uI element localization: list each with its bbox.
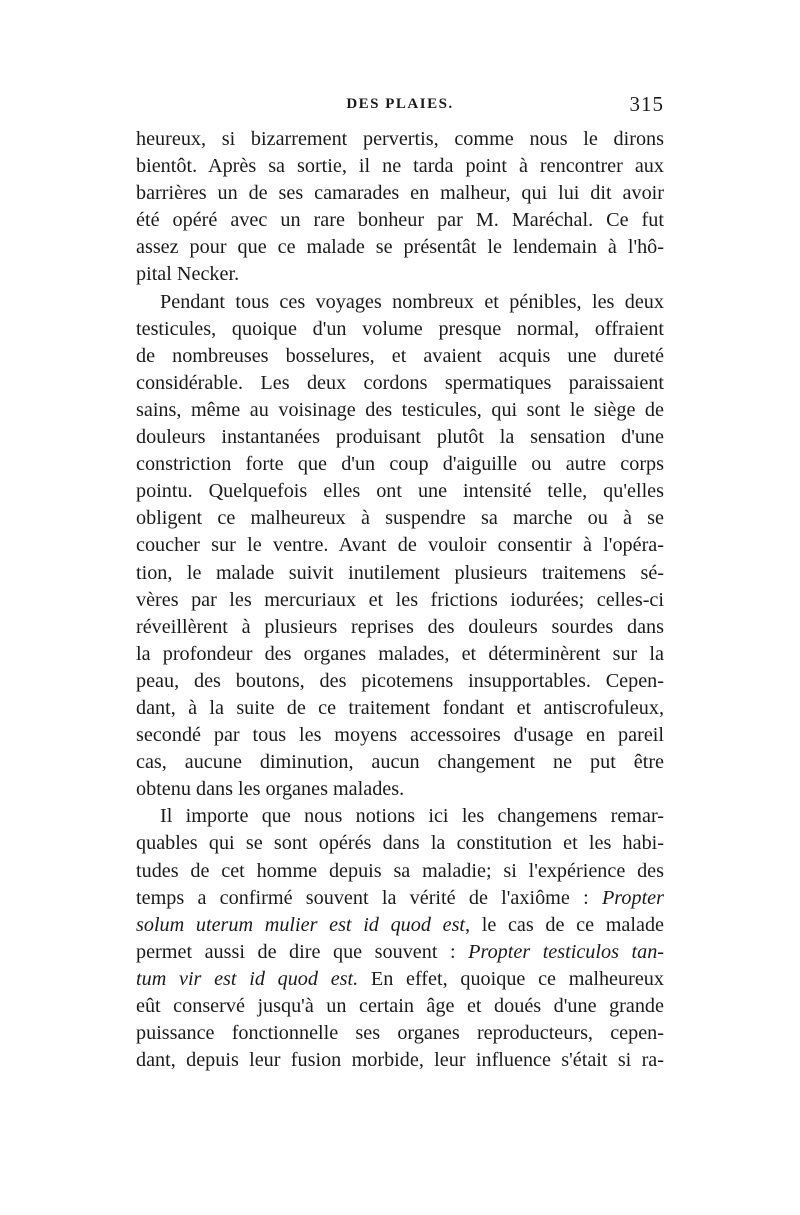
text-line [136, 885, 664, 912]
text-line: cas, aucune diminution, aucun changement ne put être [136, 751, 664, 774]
text-line: Pendant tous ces voyages nombreux et pénibles, les deux [160, 290, 664, 313]
latin-quote: Propter [601, 886, 664, 909]
text-line: obtenu dans les organes malades. [136, 778, 405, 801]
text-line: considérable. Les deux cordons spermatiques paraissaient [136, 371, 664, 394]
text-line: bientôt. Après sa sortie, il ne tarda point à rencontrer aux [136, 155, 664, 178]
text-line: de nombreuses bosselures, et avaient acquis une dureté [136, 344, 664, 367]
text-line: barrières un de ses camarades en malheur, qui lui dit avoir [136, 182, 664, 205]
text-line: constriction forte que d'un coup d'aiguille ou autre corps [136, 453, 664, 476]
text-line: tudes de cet homme depuis sa maladie; si l'expérience des [136, 859, 664, 882]
text-line: testicules, quoique d'un volume presque normal, offraient [136, 317, 664, 340]
text-line: eût conservé jusqu'à un certain âge et doués d'une grande [136, 995, 664, 1017]
latin-quote: Propter testiculos tan- [468, 940, 665, 963]
text-segment: En effet, quoique ce malheureux [358, 967, 664, 990]
text-line: été opéré avec un rare bonheur par M. Maréchal. Ce fut [136, 209, 664, 232]
text-line [136, 912, 664, 939]
text-line [136, 939, 664, 966]
text-segment: temps a confirmé souvent la vérité de l'axiôme : [136, 886, 602, 909]
latin-quote: solum uterum mulier est id quod est [136, 913, 466, 936]
text-line: peau, des boutons, des picotemens insupportables. Cepen- [136, 669, 664, 692]
running-title: DES PLAIES. [346, 96, 454, 112]
text-line: puissance fonctionnelle ses organes reproducteurs, cepen- [136, 1022, 664, 1045]
page-number: 315 [629, 92, 664, 116]
text-line: heureux, si bizarrement pervertis, comme nous le dirons [136, 128, 664, 150]
running-head [136, 92, 664, 126]
text-line: sains, même au voisinage des testicules, qui sont le siège de [136, 398, 664, 421]
text-line: secondé par tous les moyens accessoires d'usage en pareil [136, 724, 664, 747]
text-line [136, 966, 664, 993]
text-line: quables qui se sont opérés dans la constitution et les habi- [136, 832, 664, 855]
text-line: réveillèrent à plusieurs reprises des douleurs sourdes dans [136, 615, 664, 638]
text-line: obligent ce malheureux à suspendre sa marche ou à se [136, 507, 664, 530]
text-line: pital Necker. [136, 263, 240, 286]
text-line: assez pour que ce malade se présentât le lendemain à l'hô- [136, 236, 664, 259]
latin-quote: tum vir est id quod est. [136, 967, 359, 990]
body-text [136, 126, 664, 1074]
text-line: pointu. Quelquefois elles ont une intensité telle, qu'elles [136, 480, 664, 503]
text-line: Il importe que nous notions ici les changemens remar- [160, 805, 664, 828]
text-segment: , le cas de ce malade [465, 913, 664, 936]
text-line: dant, depuis leur fusion morbide, leur influence s'était si ra- [136, 1049, 664, 1072]
text-line: coucher sur le ventre. Avant de vouloir consentir à l'opéra- [136, 534, 664, 557]
text-line: dant, à la suite de ce traitement fondant et antiscrofuleux, [136, 696, 664, 719]
text-line: douleurs instantanées produisant plutôt la sensation d'une [136, 426, 664, 449]
text-line: la profondeur des organes malades, et déterminèrent sur la [136, 642, 664, 665]
text-line: vères par les mercuriaux et les frictions iodurées; celles-ci [136, 588, 664, 611]
text-line: tion, le malade suivit inutilement plusieurs traitemens sé- [136, 561, 664, 584]
text-segment: permet aussi de dire que souvent : [136, 940, 469, 963]
